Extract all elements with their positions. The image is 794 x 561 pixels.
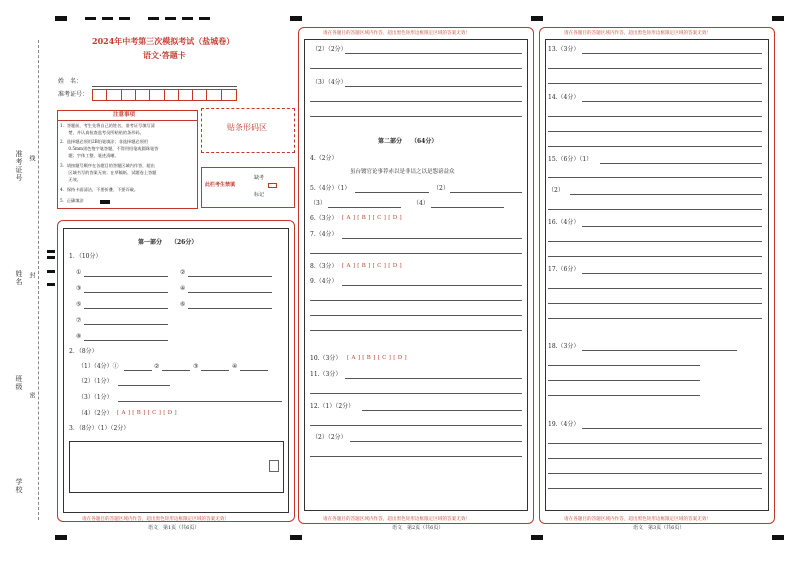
absent-checkbox[interactable] [268,183,277,188]
answer-line[interactable] [431,207,504,208]
answer-line[interactable] [548,177,762,178]
section-title: 第二部分 （64分） [378,138,438,145]
blank-number: ⑥ [180,301,186,308]
name-label: 姓 名： [58,78,83,85]
alignment-mark [531,16,543,21]
answer-line[interactable] [188,276,272,277]
question-label: 6.（3分） [310,215,338,222]
blank-number: ④ [180,285,186,292]
page-footer: 语文 第2页（共6页） [392,525,444,531]
answer-line[interactable] [310,116,522,117]
choice-options[interactable]: [ A ] [ B ] [ C ] [ D ] [347,355,407,361]
answer-line[interactable] [548,303,762,304]
answer-line[interactable] [548,443,762,444]
answer-line[interactable] [582,273,762,274]
answer-line[interactable] [342,285,522,286]
answer-frame-3 [545,39,769,511]
alignment-mark [55,16,67,21]
choice-options[interactable]: [ A ] [ B ] [ C ] [ D ] [117,410,177,416]
blank-number: ⑦ [76,317,82,324]
answer-line[interactable] [84,340,168,341]
alignment-mark [772,535,784,540]
question-label: 3．（8分）（1）（2分） [69,425,130,432]
answer-line[interactable] [345,86,522,87]
side-school-label: 学校 [15,478,23,494]
answer-line[interactable] [548,116,762,117]
answer-line[interactable] [310,101,522,102]
absent-label: 此栏考生禁填 [205,182,236,188]
answer-line[interactable] [548,83,762,84]
answer-line[interactable] [84,292,168,293]
question-label: 2．（8分） [69,348,98,355]
side-seal-feng: 封 [28,272,35,279]
id-label: 准考证号： [58,91,89,98]
notice-item: 2．选择题必须用2B铅笔填涂；非选择题必须用 [60,139,148,144]
answer-line[interactable] [118,401,282,402]
question-label: （4）（2分） [78,410,113,417]
notice-item: 4．保持卡面清洁，不要折叠、不要弄破。 [60,187,139,192]
answer-line[interactable] [201,370,229,371]
answer-line[interactable] [548,241,762,242]
exam-title: 2024年中考第三次模拟考试（盐城卷） [92,36,235,46]
side-name-label: 姓名 [15,270,23,286]
answer-line[interactable] [548,209,762,210]
answer-line[interactable] [450,192,522,193]
question-label: （1）（4分）① [78,363,119,370]
question-label: 10.（3分） [310,355,342,362]
answer-line[interactable] [310,300,522,301]
question-label: 15.（6分）（1） [548,156,593,163]
question-label: 17.（6分） [548,266,580,273]
answer-line[interactable] [118,385,170,386]
answer-line[interactable] [310,68,522,69]
question-label: （2）（1分） [78,378,113,385]
answer-box-inner [269,460,279,472]
answer-line[interactable] [124,370,152,371]
blank-number: （4） [413,200,429,207]
question-label: 13.（3分） [548,46,580,53]
question-label: 7.（4分） [310,231,338,238]
answer-line[interactable] [188,308,272,309]
answer-line[interactable] [548,131,762,132]
answer-line[interactable] [345,378,522,379]
question-label: 19.（4分） [548,421,580,428]
answer-line[interactable] [548,473,762,474]
notice-item: 楚，并认真检查监考员所粘贴的条形码。 [60,130,144,135]
answer-line[interactable] [582,53,762,54]
question-label: 1．（10分） [69,253,102,260]
answer-line[interactable] [342,238,522,239]
question-label: 18.（3分） [548,343,580,350]
answer-line[interactable] [582,428,762,429]
answer-line[interactable] [548,395,700,396]
question-label: 12.（1）（2分） [310,403,355,410]
blank-number: ⑤ [76,301,82,308]
alignment-mark [290,535,302,540]
id-boxes[interactable] [92,89,237,101]
answer-line[interactable] [84,276,168,277]
blank-number: ③ [76,285,82,292]
answer-line[interactable] [548,318,762,319]
blank-number: ② [180,269,186,276]
answer-line[interactable] [310,253,522,254]
notice-item: 3．请按题号顺序在各题目的答题区域内作答，超出 [60,163,155,168]
answer-line[interactable] [548,146,762,147]
blank-number: （3） [310,200,326,207]
question-label: 14.（4分） [548,94,580,101]
answer-line[interactable] [240,370,268,371]
card-subtitle: 语文·答题卡 [143,50,186,60]
answer-line[interactable] [548,68,762,69]
answer-line[interactable] [362,410,522,411]
fill-sample [100,200,110,204]
overflow-notice: 请在各题目的答题区域内作答，超出黑色矩形边框限定区域的答案无效！ [323,517,471,522]
notice-item: 0.5mm黑色签字笔答题，不得用铅笔或圆珠笔答 [60,146,159,151]
answer-line[interactable] [310,315,522,316]
answer-line[interactable] [582,350,737,351]
absent-mark-label: 标记 [254,192,265,198]
answer-line[interactable] [570,194,762,195]
barcode-label: 贴条形码区 [227,123,267,132]
question-label: （2）（2分） [312,46,347,53]
alignment-mark [772,16,784,21]
side-id-label: 准考证号 [15,150,23,182]
side-seal-mi: 密 [28,392,35,399]
verse-text: 虽台镀官论事荐赤以是非诘之以是怨谤益众 [350,169,455,175]
overflow-notice: 请在各题目的答题区域内作答，超出黑色矩形边框限定区域的答案无效！ [564,31,712,36]
section-title: 第一部分 （26分） [138,239,198,246]
blank-number: ① [76,269,82,276]
name-field[interactable] [92,86,237,87]
choice-options[interactable]: [ A ] [ B ] [ C ] [ D ] [342,263,402,269]
notice-item: 5．正确填涂 [60,198,84,203]
answer-line[interactable] [548,256,762,257]
question-label: 5.（4分）（1） [310,185,351,192]
overflow-notice: 请在各题目的答题区域内作答，超出黑色矩形边框限定区域的答案无效！ [323,31,471,36]
alignment-mark [165,17,176,20]
answer-line[interactable] [350,441,522,442]
alignment-mark [148,17,159,20]
answer-line[interactable] [355,192,429,193]
answer-line[interactable] [548,488,762,489]
blank-number: （2） [433,185,449,192]
page-footer: 语文 第1页（共6页） [148,525,200,531]
binding-line [38,40,39,520]
overflow-notice: 请在各题目的答题区域内作答，超出黑色矩形边框限定区域的答案无效！ [564,517,712,522]
answer-line[interactable] [582,226,762,227]
alignment-mark [182,17,193,20]
answer-line[interactable] [310,425,522,426]
alignment-mark [531,535,543,540]
answer-line[interactable] [345,53,522,54]
answer-line[interactable] [548,288,762,289]
overflow-notice: 请在各题目的答题区域内作答，超出黑色矩形边框限定区域的答案无效！ [82,517,230,522]
answer-line[interactable] [548,380,700,381]
alignment-mark [199,17,210,20]
answer-line[interactable] [188,292,272,293]
answer-line[interactable] [328,207,401,208]
question-label: 8.（3分） [310,263,338,270]
blank-number: ② [154,363,160,370]
blank-number: ⑧ [76,333,82,340]
question-label: （2） [548,187,564,194]
blank-number: ④ [232,363,238,370]
answer-line[interactable] [162,370,190,371]
alignment-mark [119,17,130,20]
notice-title: 注意事项 [113,112,136,118]
question-label: 9.（4分） [310,278,338,285]
notice-item: 无效。 [60,177,81,182]
alignment-mark [85,17,96,20]
answer-line[interactable] [548,458,762,459]
answer-box[interactable] [69,441,284,493]
question-label: 16.（4分） [548,219,580,226]
alignment-mark [290,16,302,21]
answer-line[interactable] [548,365,700,366]
alignment-mark [47,270,55,273]
notice-item: 1．答题前，考生先将自己的姓名，准考证号填写清 [60,123,155,128]
answer-line[interactable] [310,393,522,394]
question-label: （2）（2分） [312,434,347,441]
notice-divider [57,120,198,121]
answer-line[interactable] [310,456,522,457]
answer-line[interactable] [582,101,762,102]
side-class-label: 班级 [15,375,23,391]
question-label: （3）（1分） [78,394,113,401]
side-seal-line: 线 [28,155,35,162]
question-label: 4.（2分） [310,155,338,162]
question-label: （3）（4分） [312,79,347,86]
answer-line[interactable] [310,330,522,331]
choice-options[interactable]: [ A ] [ B ] [ C ] [ D ] [342,215,402,221]
alignment-mark [55,535,67,540]
alignment-mark [47,256,55,259]
answer-line[interactable] [600,163,762,164]
page-footer: 语文 第3页（共6页） [633,525,685,531]
alignment-mark [47,283,55,286]
absent-mark-label: 缺考 [254,175,265,181]
question-label: 11.（3分） [310,371,342,378]
notice-item: 区域书写的答案无效；在草稿纸、试题卷上答题 [60,170,157,175]
answer-line[interactable] [84,308,168,309]
alignment-mark [102,17,113,20]
answer-line[interactable] [84,324,168,325]
alignment-mark [47,250,55,253]
notice-item: 题；字体工整、笔迹清晰。 [60,153,119,158]
blank-number: ③ [193,363,199,370]
